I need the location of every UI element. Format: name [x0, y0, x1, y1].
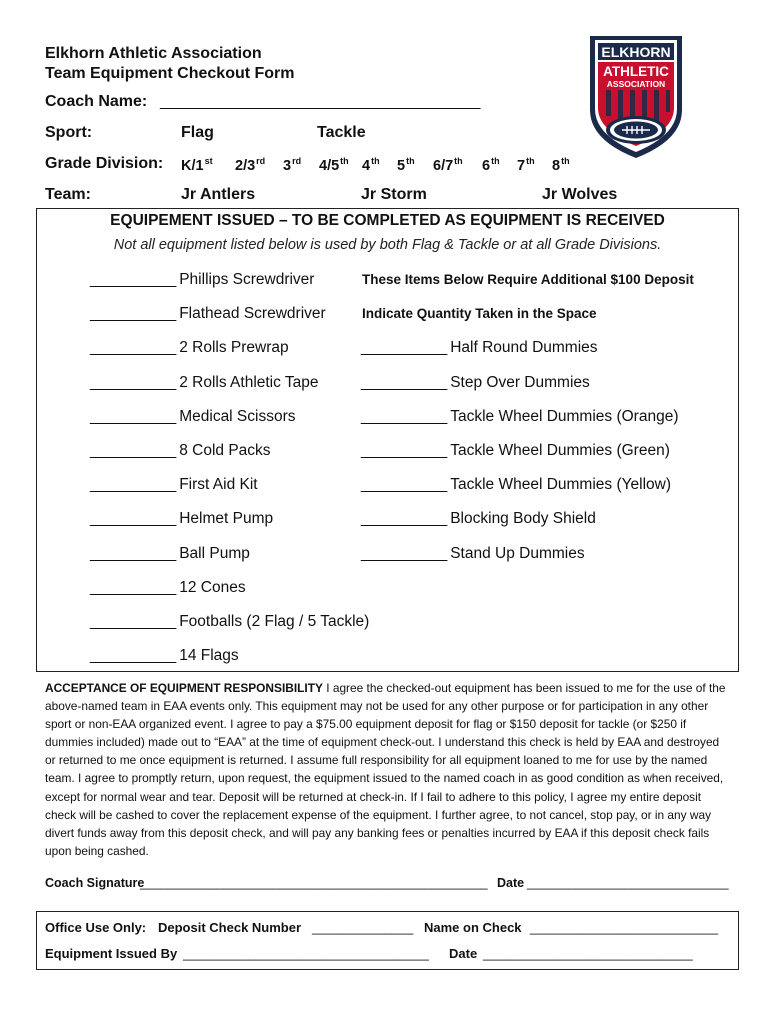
coach-signature-label: Coach Signature — [45, 876, 145, 890]
coach-signature-field[interactable]: __________________________________________________ — [140, 876, 488, 890]
dummy-item-label: Tackle Wheel Dummies (Yellow) — [450, 476, 672, 494]
acceptance-text: I agree the checked-out equipment has been issued to me for the use of the above-named team in EAA events only. This equipment may not be used for any other purpose or for participation in any other sport or non-EAA organized event. I agree to pay a $75.00 equipment deposit for flag or $150 deposit for tackle (or $250 if dummies included) made out to “EAA” at the time of equipment check-out. I understand this check is held by EAA and destroyed or returned to me once equipment is returned. I assume full responsibility for all equipment loaned to me for use by the named team. I agree to promptly return, upon request, the equipment issued to the named coach in as good condition as when received, except for normal wear and tear. Deposit will be returned at check-in. If I fail to adhere to this policy, I agree my entire deposit check will be cashed to cover the replacement expense of the equipment. I further agree, to not cancel, stop pay, or in any way divert funds away from this deposit check, and will pay any banking fees or penalties incurred by EAA if this deposit check fails upon being cashed. — [45, 681, 726, 858]
equipment-item-label: 2 Rolls Prewrap — [179, 339, 289, 357]
quantity-blank[interactable]: __________ — [90, 373, 177, 391]
equipment-row — [90, 374, 319, 392]
sport-option-tackle[interactable]: Tackle — [317, 124, 366, 141]
grade-option-6[interactable]: 6th — [482, 156, 500, 174]
quantity-blank[interactable]: __________ — [361, 442, 448, 459]
office-use-label: Office Use Only: — [45, 920, 147, 935]
org-title: Elkhorn Athletic Association — [45, 45, 262, 62]
dummy-equipment-row — [361, 476, 671, 494]
quantity-blank[interactable]: __________ — [90, 544, 177, 562]
equipment-item-label: 8 Cold Packs — [179, 442, 271, 459]
equipment-item-label: Helmet Pump — [179, 510, 274, 528]
quantity-blank[interactable]: __________ — [361, 339, 448, 357]
equipment-row — [90, 510, 273, 528]
quantity-blank[interactable]: __________ — [90, 305, 177, 323]
equipment-row — [90, 476, 258, 494]
dummy-equipment-row — [361, 408, 678, 426]
quantity-blank[interactable]: __________ — [90, 476, 177, 494]
equipment-heading: EQUIPEMENT ISSUED – TO BE COMPLETED AS EQUIPMENT IS RECEIVED — [110, 212, 665, 229]
coach-name-label: Coach Name: — [45, 93, 148, 110]
quantity-blank[interactable]: __________ — [361, 373, 448, 391]
name-on-check-label: Name on Check — [424, 920, 522, 935]
dummy-equipment-row — [361, 510, 596, 528]
equipment-row — [90, 613, 369, 631]
equipment-row — [90, 579, 246, 597]
equipment-item-label: Phillips Screwdriver — [179, 271, 315, 288]
equipment-row — [90, 339, 289, 357]
grade-division-label: Grade Division: — [45, 155, 164, 172]
equipment-item-label: 12 Cones — [179, 578, 246, 596]
grade-option-5[interactable]: 5th — [397, 156, 415, 174]
sport-option-flag[interactable]: Flag — [181, 124, 214, 141]
quantity-blank[interactable]: __________ — [90, 578, 177, 596]
equipment-item-label: 2 Rolls Athletic Tape — [179, 373, 319, 391]
grade-option-2-3[interactable]: 2/3rd — [235, 156, 266, 174]
office-date-label: Date — [449, 946, 478, 961]
equipment-subheading: Not all equipment listed below is used by both Flag & Tackle or at all Grade Divisions. — [113, 237, 662, 253]
signature-date-field[interactable]: _____________________________ — [527, 876, 729, 890]
deposit-note: These Items Below Require Additional $100 Deposit — [362, 272, 694, 287]
dummy-equipment-row — [361, 545, 585, 563]
quantity-blank[interactable]: __________ — [90, 613, 177, 630]
logo-top-text: ELKHORN — [601, 44, 671, 60]
grade-option-4[interactable]: 4th — [362, 156, 380, 174]
equipment-row — [90, 647, 239, 665]
equipment-item-label: First Aid Kit — [179, 476, 258, 494]
equipment-row — [90, 305, 326, 323]
sport-label: Sport: — [45, 124, 93, 141]
signature-date-label: Date — [497, 876, 525, 890]
grade-option-4-5[interactable]: 4/5th — [319, 156, 349, 174]
team-option-jr-antlers[interactable]: Jr Antlers — [181, 186, 256, 203]
equipment-issued-by-label: Equipment Issued By — [45, 946, 178, 961]
equipment-item-label: Medical Scissors — [179, 407, 296, 425]
quantity-blank[interactable]: __________ — [361, 476, 448, 494]
dummy-item-label: Step Over Dummies — [450, 373, 590, 391]
name-on-check-field[interactable]: __________________________ — [530, 920, 718, 935]
logo-mid-text-1: ATHLETIC — [603, 64, 669, 79]
quantity-blank[interactable]: __________ — [90, 339, 177, 357]
acceptance-heading: ACCEPTANCE OF EQUIPMENT RESPONSIBILITY — [45, 681, 323, 695]
grade-option-6-7[interactable]: 6/7th — [433, 156, 463, 174]
quantity-blank[interactable]: __________ — [90, 271, 177, 288]
quantity-blank[interactable]: __________ — [90, 510, 177, 528]
quantity-blank[interactable]: __________ — [361, 407, 448, 425]
equipment-row — [90, 408, 296, 426]
dummy-item-label: Tackle Wheel Dummies (Green) — [450, 442, 670, 459]
dummy-equipment-row — [361, 339, 598, 357]
quantity-blank[interactable]: __________ — [90, 647, 177, 665]
quantity-blank[interactable]: __________ — [90, 407, 177, 425]
dummy-item-label: Half Round Dummies — [450, 339, 598, 357]
grade-option-k1[interactable]: K/1st — [181, 156, 213, 174]
grade-option-3[interactable]: 3rd — [283, 156, 302, 174]
deposit-check-label: Deposit Check Number — [158, 920, 302, 935]
equipment-item-label: Ball Pump — [179, 544, 250, 562]
dummy-item-label: Blocking Body Shield — [450, 510, 596, 528]
quantity-blank[interactable]: __________ — [361, 510, 448, 528]
office-date-field[interactable]: _____________________________ — [483, 946, 693, 961]
equipment-item-label: Flathead Screwdriver — [179, 305, 326, 323]
equipment-item-label: Footballs (2 Flag / 5 Tackle) — [179, 613, 370, 630]
equipment-row — [90, 271, 314, 289]
equipment-row — [90, 442, 271, 460]
deposit-check-field[interactable]: ______________ — [312, 920, 414, 935]
quantity-blank[interactable]: __________ — [90, 442, 177, 459]
team-option-jr-wolves[interactable]: Jr Wolves — [542, 186, 618, 203]
acceptance-paragraph — [45, 679, 727, 860]
grade-option-8[interactable]: 8th — [552, 156, 570, 174]
dummy-equipment-row — [361, 442, 670, 460]
grade-option-7[interactable]: 7th — [517, 156, 535, 174]
dummy-item-label: Tackle Wheel Dummies (Orange) — [450, 407, 679, 425]
form-title: Team Equipment Checkout Form — [45, 65, 295, 82]
quantity-note: Indicate Quantity Taken in the Space — [362, 306, 597, 321]
elkhorn-athletic-association-logo — [586, 26, 686, 160]
team-label: Team: — [45, 186, 91, 203]
equipment-row — [90, 545, 250, 563]
coach-name-field[interactable]: ____________________________________ — [160, 93, 481, 110]
team-option-jr-storm[interactable]: Jr Storm — [361, 186, 427, 203]
quantity-blank[interactable]: __________ — [361, 544, 448, 562]
equipment-item-label: 14 Flags — [179, 647, 239, 665]
logo-mid-text-2: ASSOCIATION — [606, 79, 666, 89]
dummy-equipment-row — [361, 374, 590, 392]
equipment-issued-by-field[interactable]: __________________________________ — [183, 946, 429, 961]
dummy-item-label: Stand Up Dummies — [450, 544, 585, 562]
